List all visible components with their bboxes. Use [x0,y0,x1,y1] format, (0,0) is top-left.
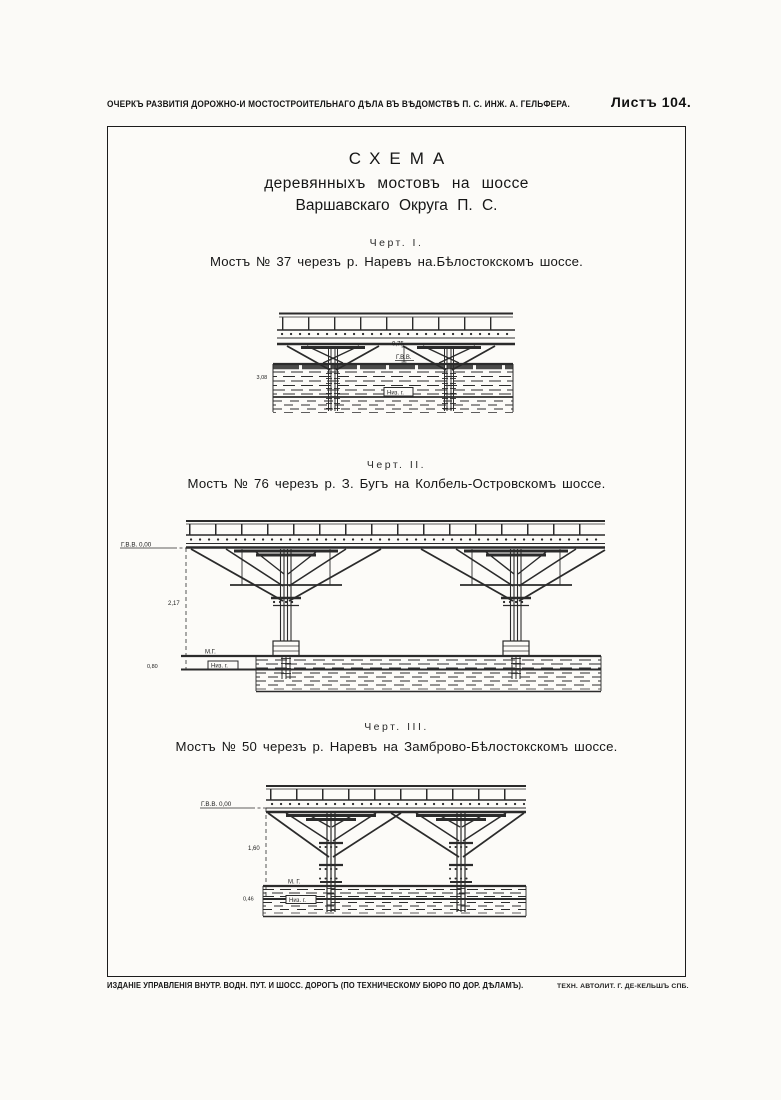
figure-2-title: Мостъ № 76 черезъ р. З. Бугъ на Колбель-Островскомъ шоссе. [187,476,606,491]
figure-3-high-water-label: Г.В.В. 0,00 [201,801,232,808]
figure-1-caption: Черт. I. [369,237,424,249]
figure-2-caption: Черт. II. [366,459,427,471]
sheet-number: Листъ 104. [611,94,692,110]
figure-2-bridge-drawing [119,506,693,698]
figure-1-title: Мостъ № 37 черезъ р. Наревъ на.Бѣлостокскомъ шоссе. [209,254,584,269]
figure-3-bridge-drawing [184,759,608,929]
figure-1-bridge-drawing [256,300,518,418]
figure-3-low-water-label: Низ. г. [289,898,306,904]
figure-2-dim-depth-label: 0,80 [147,664,158,670]
figure-2-dim-height-label: 2,17 [168,601,180,607]
figure-3-mean-water-label: М. Г. [288,879,301,886]
figure-2-mean-water-label: М.Г. [205,649,216,656]
figure-3-caption: Черт. III. [364,721,429,733]
figure-2-low-water-label: Низ. г. [211,663,228,670]
figure-3-dim-depth-label: 0,46 [243,896,254,903]
plate-frame [107,126,686,977]
figure-1-dim-left-label: 3,08 [256,375,268,381]
footer-publisher: ИЗДАНІЕ УПРАВЛЕНІЯ ВНУТР. ВОДН. ПУТ. И ШОСС. ДОРОГЪ (ПО ТЕХНИЧЕСКОМУ БЮРО ПО ДОР. ДѢЛАМЪ). [107,981,524,990]
figure-3-title: Мостъ № 50 черезъ р. Наревъ на Замброво-Бѣлостокскомъ шоссе. [175,739,618,754]
plate-title-line2: деревянныхъ мостовъ на шоссе [264,175,529,192]
figure-1-high-water-label: Г.В.В. [396,355,412,361]
footer-lithographer: ТЕХН. АВТОЛИТ. Г. ДЕ-КЕЛЬШЪ СПБ. [557,983,689,990]
plate-title-line3: Варшавскаго Округа П. С. [295,197,498,214]
figure-1-low-water-label: Низ. г. [387,390,404,397]
figure-1-dim-height-label: 0,75 [392,341,404,348]
figure-3-dim-height-label: 1,60 [248,846,260,852]
header-title: ОЧЕРКЪ РАЗВИТІЯ ДОРОЖНО-И МОСТОСТРОИТЕЛЬНАГО ДѢЛА ВЪ ВѢДОМСТВѢ П. С. ИНЖ. А. ГЕЛЬФЕРА. [107,99,570,109]
figure-2-high-water-label: Г.В.В. 0,00 [121,541,152,549]
plate-title-main: СХЕМА [348,149,454,168]
